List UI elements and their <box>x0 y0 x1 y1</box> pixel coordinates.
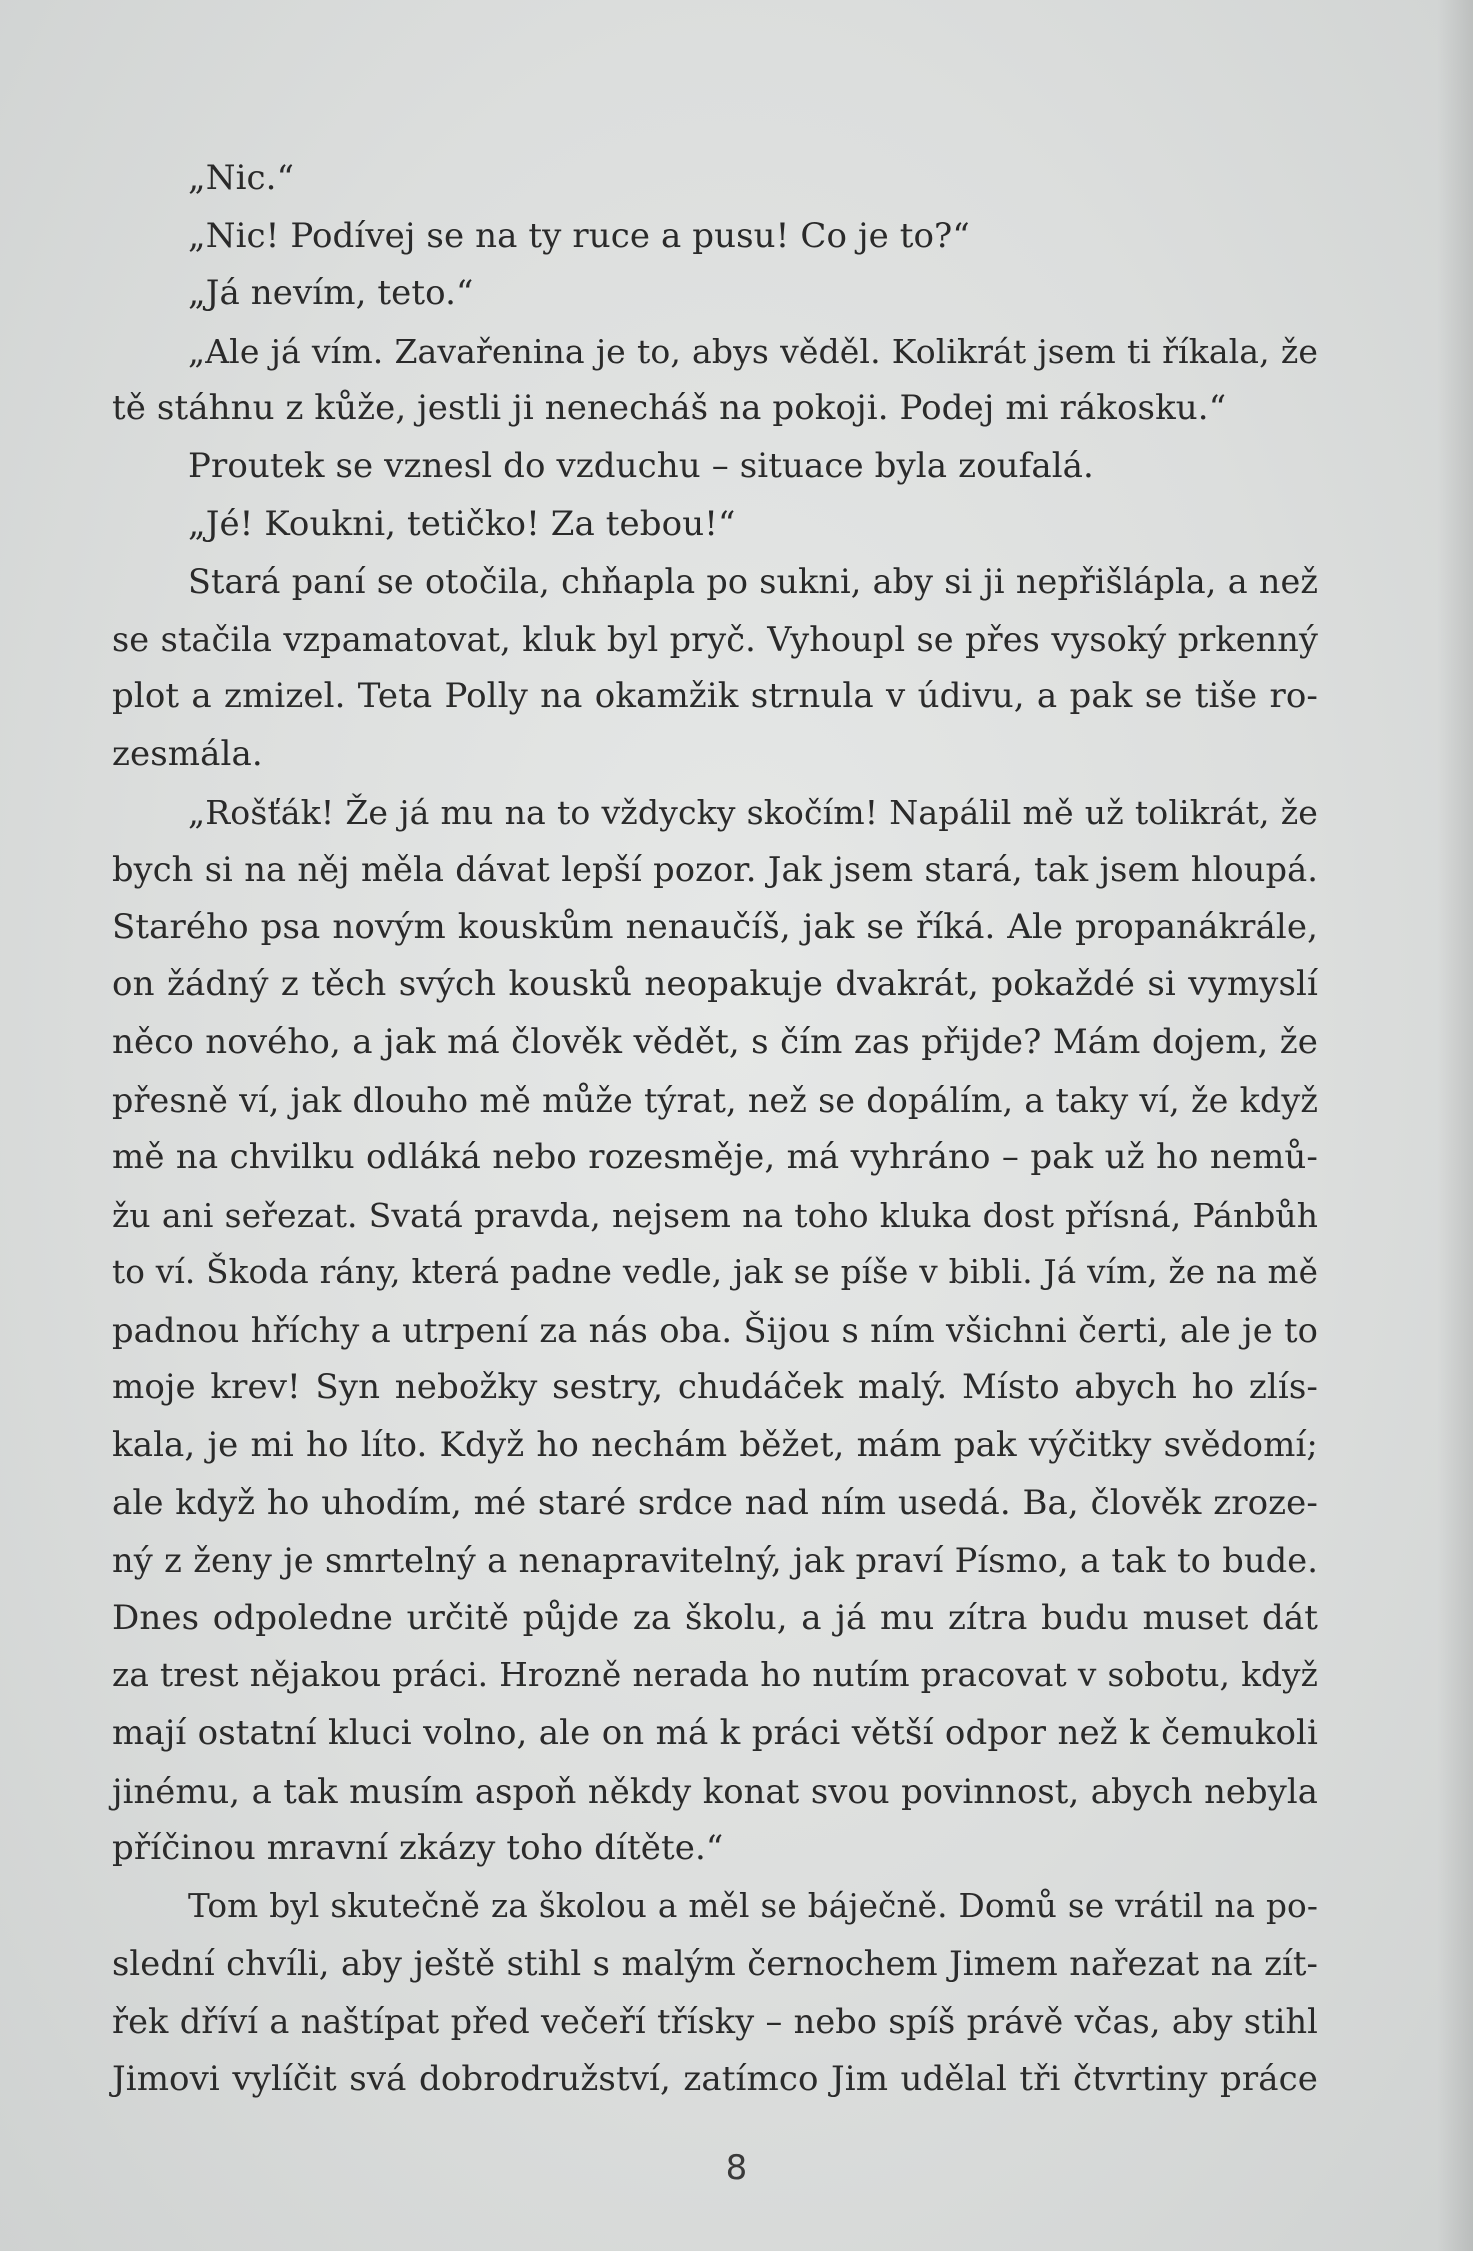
text-line: Proutek se vznesl do vzduchu – situace byla zoufalá. <box>188 445 1094 486</box>
text-line: Stará paní se otočila, chňapla po sukni, aby si ji nepřišlápla, a než <box>188 562 1318 602</box>
text-line: „Nic! Podívej se na ty ruce a pusu! Co je to?“ <box>188 215 970 256</box>
text-line: to ví. Škoda rány, která padne vedle, jak se píše v bibli. Já vím, že na mě <box>112 1253 1318 1292</box>
text-line: on žádný z těch svých kousků neopakuje dvakrát, pokaždé si vymyslí <box>112 964 1318 1005</box>
text-line: zesmála. <box>112 733 263 774</box>
text-line: slední chvíli, aby ještě stihl s malým černochem Jimem nařezat na zít- <box>112 1944 1318 1984</box>
text-line: „Já nevím, teto.“ <box>188 273 474 314</box>
text-line: „Nic.“ <box>188 158 295 198</box>
text-line: Starého psa novým kouskům nenaučíš, jak se říká. Ale propanákrále, <box>112 906 1318 947</box>
text-line: řek dříví a naštípat před večeří třísky – nebo spíš právě včas, aby stihl <box>112 2002 1318 2041</box>
text-line: padnou hříchy a utrpení za nás oba. Šijou s ním všichni čerti, ale je to <box>112 1310 1318 1350</box>
text-line: mají ostatní kluci volno, ale on má k práci větší odpor než k čemukoli <box>112 1713 1318 1754</box>
text-line: Tom byl skutečně za školou a měl se báječně. Domů se vrátil na po- <box>188 1886 1318 1925</box>
text-line: něco nového, a jak má člověk vědět, s čím zas přijde? Mám dojem, že <box>112 1021 1318 1062</box>
text-line: příčinou mravní zkázy toho dítěte.“ <box>112 1828 724 1869</box>
text-line: „Ale já vím. Zavařenina je to, abys věděl. Kolikrát jsem ti říkala, že <box>188 331 1318 371</box>
text-line: jinému, a tak musím aspoň někdy konat svou povinnost, abych nebyla <box>112 1771 1318 1811</box>
text-line: „Rošťák! Že já mu na to vždycky skočím! Napálil mě už tolikrát, že <box>188 792 1318 832</box>
text-line: ale když ho uhodím, mé staré srdce nad ním usedá. Ba, člověk zroze- <box>112 1482 1318 1523</box>
text-line: „Jé! Koukni, tetičko! Za tebou!“ <box>188 503 736 544</box>
text-line: žu ani seřezat. Svatá pravda, nejsem na toho kluka dost přísná, Pánbůh <box>112 1195 1318 1235</box>
text-line: kala, je mi ho líto. Když ho nechám běžet, mám pak výčitky svědomí; <box>112 1425 1318 1466</box>
text-line: se stačila vzpamatovat, kluk byl pryč. Vyhoupl se přes vysoký prkenný <box>112 619 1318 659</box>
text-line: tě stáhnu z kůže, jestli ji nenecháš na pokoji. Podej mi rákosku.“ <box>112 388 1227 429</box>
text-line: ný z ženy je smrtelný a nenapravitelný, jak praví Písmo, a tak to bude. <box>112 1541 1318 1581</box>
text-line: za trest nějakou práci. Hrozně nerada ho nutím pracovat v sobotu, když <box>112 1656 1318 1695</box>
text-line: moje krev! Syn nebožky sestry, chudáček malý. Místo abych ho zlís- <box>112 1367 1318 1408</box>
text-line: Dnes odpoledne určitě půjde za školu, a já mu zítra budu muset dát <box>112 1597 1318 1638</box>
text-line: přesně ví, jak dlouho mě může týrat, než se dopálím, a taky ví, že když <box>112 1080 1318 1120</box>
text-line: Jimovi vylíčit svá dobrodružství, zatímco Jim udělal tři čtvrtiny práce <box>112 2058 1318 2099</box>
text-line: bych si na něj měla dávat lepší pozor. Jak jsem stará, tak jsem hloupá. <box>112 850 1318 890</box>
body-text <box>112 150 1318 2108</box>
text-line: plot a zmizel. Teta Polly na okamžik strnula v údivu, a pak se tiše ro- <box>112 676 1318 717</box>
text-line: mě na chvilku odláká nebo rozesměje, má vyhráno – pak už ho nemů- <box>112 1137 1318 1178</box>
page-number: 8 <box>725 2148 748 2188</box>
